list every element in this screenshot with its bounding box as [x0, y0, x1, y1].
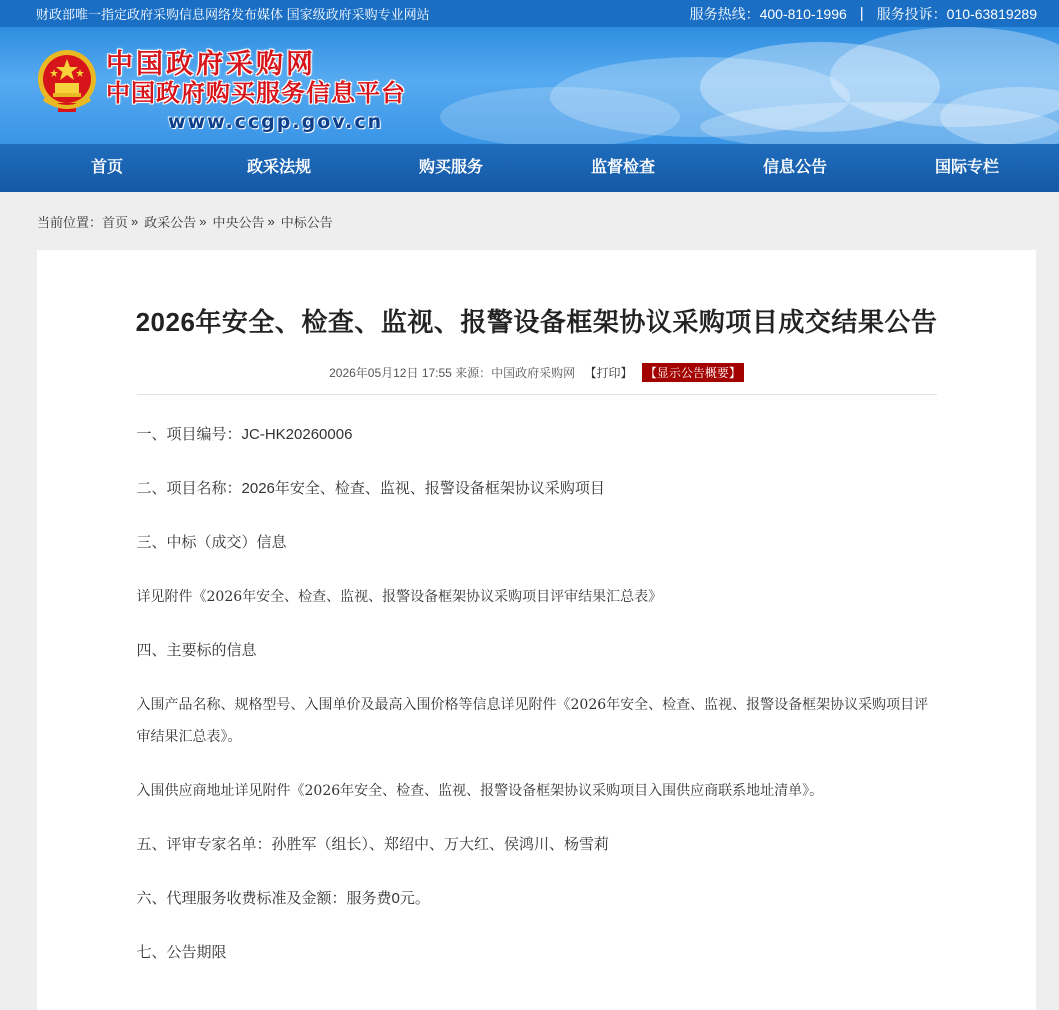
section-agency-fee: [137, 883, 937, 915]
paragraph-product-info: 入围产品名称、规格型号、入围单价及最高入围价格等信息详见附件《2026年安全、检查、监视、报警设备框架协议采购项目评审结果汇总表》。: [136, 697, 929, 745]
paragraph-award-detail: 详见附件《2026年安全、检查、监视、报警设备框架协议采购项目评审结果汇总表》: [136, 589, 663, 605]
paragraph-supplier-address: 入围供应商地址详见附件《2026年安全、检查、监视、报警设备框架协议采购项目入围供应商联系地址清单》。: [136, 783, 824, 799]
media-statement: 财政部唯一指定政府采购信息网络发布媒体 国家级政府采购专业网站: [36, 7, 430, 22]
nav-item-purchase-services[interactable]: 购买服务: [418, 159, 483, 176]
section-label: 五、评审专家名单：: [136, 836, 272, 853]
nav-item-international[interactable]: 国际专栏: [934, 159, 999, 176]
section-label: 二、项目名称：: [136, 480, 242, 497]
service-complaint: 服务投诉：010-63819289: [876, 5, 1037, 22]
section-label: 六、代理服务收费标准及金额：: [136, 890, 347, 907]
breadcrumb-central-notices[interactable]: 中央公告: [212, 214, 265, 230]
article-body: [137, 395, 937, 969]
main-nav: [0, 144, 1059, 192]
national-emblem-icon: [36, 47, 98, 115]
section-label: 七、公告期限: [136, 944, 227, 961]
section-value: 孙胜军（组长）、郑绍中、万大红、侯鸿川、杨雪莉: [271, 836, 610, 853]
section-label: 四、主要标的信息: [136, 642, 257, 659]
section-value: JC-HK20260006: [241, 426, 353, 443]
service-hotline: 服务热线：400-810-1996: [689, 5, 847, 22]
article-panel: [37, 250, 1036, 1010]
section-project-number: [137, 419, 937, 451]
breadcrumb: [0, 192, 1059, 250]
article-meta: [37, 363, 1036, 382]
section-label: 三、中标（成交）信息: [136, 534, 287, 551]
nav-item-supervision[interactable]: 监督检查: [590, 159, 655, 176]
contact-info: [690, 4, 1037, 24]
section-value: 2026年安全、检查、监视、报警设备框架协议采购项目: [241, 480, 605, 497]
nav-item-announcements[interactable]: 信息公告: [762, 159, 827, 176]
site-title: 中国政府采购网: [106, 49, 316, 79]
section-award-info: [137, 527, 937, 559]
site-url: www.ccgp.gov.cn: [168, 111, 384, 133]
nav-item-procurement-law[interactable]: 政采法规: [246, 159, 311, 176]
breadcrumb-arrow: »: [267, 213, 275, 229]
breadcrumb-award-notices[interactable]: 中标公告: [280, 214, 333, 230]
top-info-bar: [0, 0, 1059, 27]
section-expert-list: [137, 829, 937, 861]
separator: |: [859, 5, 864, 22]
section-project-name: [137, 473, 937, 505]
section-value: 服务费0元。: [346, 890, 430, 907]
show-summary-button[interactable]: 【显示公告概要】: [642, 363, 744, 382]
article-title: 2026年安全、检查、监视、报警设备框架协议采购项目成交结果公告: [135, 307, 938, 337]
breadcrumb-arrow: »: [199, 213, 207, 229]
breadcrumb-prefix: 当前位置：: [37, 214, 103, 230]
nav-item-home[interactable]: 首页: [90, 159, 123, 176]
section-label: 一、项目编号：: [136, 426, 242, 443]
site-subtitle: 中国政府购买服务信息平台: [106, 80, 406, 107]
print-link[interactable]: 【打印】: [584, 366, 633, 380]
breadcrumb-home[interactable]: 首页: [102, 214, 129, 230]
site-banner: [0, 27, 1059, 144]
breadcrumb-procurement-notices[interactable]: 政采公告: [144, 214, 197, 230]
section-notice-period: [137, 937, 937, 969]
section-main-items: [137, 635, 937, 667]
publish-info: 2026年05月12日 17:55 来源：中国政府采购网: [329, 366, 576, 380]
breadcrumb-arrow: »: [131, 213, 139, 229]
